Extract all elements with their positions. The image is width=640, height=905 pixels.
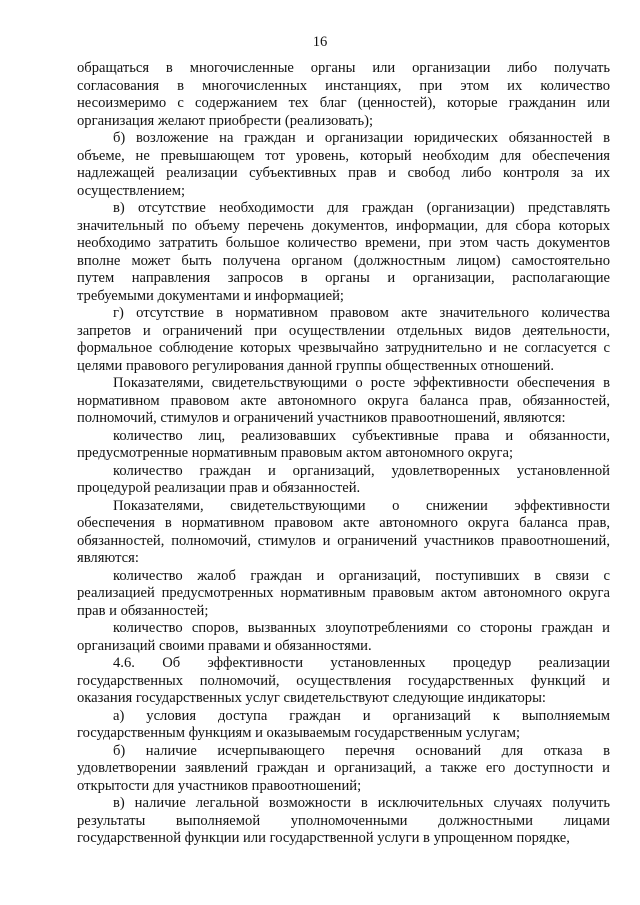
- paragraph: [77, 200, 610, 305]
- text-line: организация желают приобрести (реализовать);: [77, 112, 374, 129]
- text-line: нормативном правовом акте автономного округа баланса прав, обязанностей,: [77, 392, 610, 409]
- paragraph: [77, 375, 610, 428]
- text-line: являются:: [77, 550, 139, 566]
- text-line: несоизмеримо с содержанием тех благ (ценностей), которые гражданин или: [77, 95, 610, 111]
- text-line: запретов и ограничений при осуществлении отдельных видов деятельности,: [77, 322, 610, 339]
- text-line: государственным функциям и оказываемым государственным услугам;: [77, 725, 521, 741]
- text-line: формальное соблюдение которых чрезвычайно затруднительно и не согласуется с: [77, 340, 610, 356]
- text-line: количество граждан и организаций, удовлетворенных установленной: [113, 462, 610, 479]
- text-line: государственной функции или государственной услуги в упрощенном порядке,: [77, 830, 570, 846]
- text-line: количество споров, вызванных злоупотреблениями со стороны граждан и: [113, 620, 610, 636]
- paragraph: [77, 498, 610, 568]
- document-body: [77, 60, 610, 848]
- paragraph: [77, 795, 610, 848]
- paragraph: [77, 743, 610, 796]
- text-line: объеме, не превышающем тот уровень, который необходим для обеспечения: [77, 147, 610, 164]
- paragraph: [77, 463, 610, 498]
- text-line: количество лиц, реализовавших субъективные права и обязанности,: [113, 427, 610, 444]
- text-line: обязанностей, полномочий, стимулов и ограничений участников правоотношений,: [77, 532, 610, 549]
- paragraph: [77, 568, 610, 621]
- text-line: открытости для участников правоотношений;: [77, 777, 362, 794]
- text-line: согласования в многочисленных инстанциях, при этом их количество: [77, 77, 610, 94]
- text-line: обращаться в многочисленные органы или организации либо получать: [77, 60, 610, 76]
- text-line: оказания государственных услуг свидетельствуют следующие индикаторы:: [77, 690, 546, 706]
- paragraph: [77, 655, 610, 708]
- text-line: государственных полномочий, осуществления государственных функций и: [77, 672, 610, 689]
- text-line: осуществлением;: [77, 182, 186, 199]
- text-line: процедурой реализации прав и обязанностей.: [77, 480, 361, 496]
- text-line: количество жалоб граждан и организаций, поступивших в связи с: [113, 567, 610, 584]
- page-number: 16: [312, 34, 328, 50]
- text-line: организаций своими правами и обязанностями.: [77, 637, 372, 654]
- paragraph: [77, 130, 610, 200]
- text-line: значительный по объему перечень документов, информации, для сбора которых: [77, 217, 610, 234]
- text-line: необходимо затратить большое количество времени, при этом часть документов: [77, 235, 610, 251]
- paragraph: [77, 708, 610, 743]
- text-line: Показателями, свидетельствующими о снижении эффективности: [113, 497, 610, 514]
- text-line: обеспечения в нормативном правовом акте автономного округа баланса прав,: [77, 515, 610, 531]
- text-line: требуемыми документами и информацией;: [77, 287, 344, 304]
- paragraph: [77, 60, 610, 130]
- text-line: а) условия доступа граждан и организаций к выполняемым: [113, 707, 610, 724]
- text-line: реализацией предусмотренных нормативным правовым актом автономного округа: [77, 585, 610, 601]
- text-line: г) отсутствие в нормативном правовом акте значительного количества: [113, 305, 610, 321]
- text-line: в) отсутствие необходимости для граждан (организации) представлять: [113, 200, 610, 216]
- text-line: 4.6. Об эффективности установленных процедур реализации: [113, 655, 610, 671]
- text-line: путем направления запросов в органы и организации, располагающие: [77, 270, 610, 286]
- text-line: Показателями, свидетельствующими о росте эффективности обеспечения в: [113, 375, 610, 391]
- text-line: результаты выполняемой уполномоченными должностными лицами: [77, 812, 610, 829]
- paragraph: [77, 428, 610, 463]
- text-line: удовлетворении заявлений граждан и организаций, а также его доступности и: [77, 760, 610, 776]
- text-line: прав и обязанностей;: [77, 602, 209, 619]
- text-line: целями правового регулирования данной группы общественных отношений.: [77, 357, 554, 374]
- text-line: предусмотренные нормативным правовым актом автономного округа;: [77, 445, 514, 461]
- text-line: б) возложение на граждан и организации юридических обязанностей в: [113, 130, 610, 146]
- text-line: б) наличие исчерпывающего перечня оснований для отказа в: [113, 742, 610, 759]
- text-line: вполне может быть получена органом (должностным лицом) самостоятельно: [77, 252, 610, 269]
- text-line: надлежащей реализации субъективных прав и свобод либо контроля за их: [77, 165, 610, 181]
- paragraph: [77, 305, 610, 375]
- text-line: полномочий, стимулов и ограничений участников правоотношений, являются:: [77, 410, 566, 426]
- paragraph: [77, 620, 610, 655]
- text-line: в) наличие легальной возможности в исключительных случаях получить: [113, 795, 610, 811]
